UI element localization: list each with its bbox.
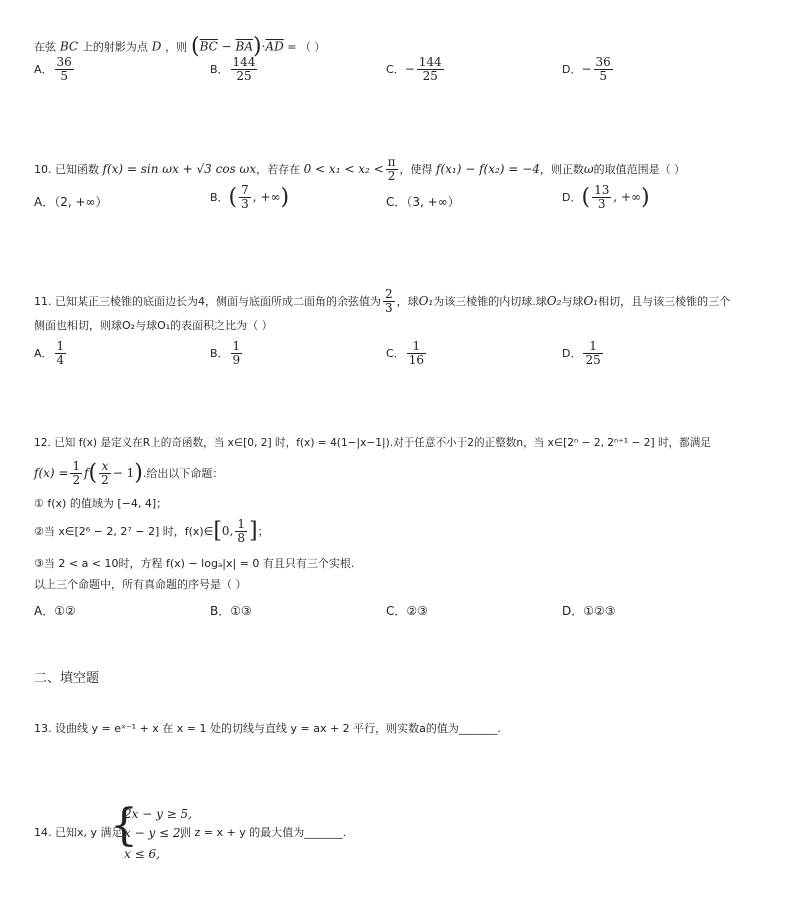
q9-stem [34,36,325,58]
q12-half-fraction [70,460,82,487]
fraction-denominator: 5 [60,69,68,84]
fraction-denominator: 8 [237,531,245,546]
q9-vec-bc: $\overline{BC}$ [199,39,218,54]
q10-text-d: ，则正数 [539,163,584,177]
fraction-numerator: 1 [583,340,602,354]
fraction-numerator: π [387,155,396,169]
option-label: A． [34,347,53,361]
option-sign: − [404,62,415,77]
option-label: C． [386,63,405,77]
fraction-numerator: 36 [56,55,72,69]
q11-o2: O₂ [546,294,562,309]
q11-text-c: 为该三棱锥的内切球.球 [433,295,547,309]
q12-x-half-fraction [99,460,111,487]
q10-cond2: f(x₁) − f(x₂) = −4 [436,162,540,177]
option-label: D． [562,191,582,205]
q12-fx: f(x) = [34,466,69,481]
q11-option-a[interactable] [34,340,68,367]
option-fraction [55,340,67,367]
option-fraction [55,56,74,83]
fraction-numerator: 1 [407,340,426,354]
q12-prop1: ① f(x) 的值域为 [−4, 4]； [34,497,168,510]
q12-option-b[interactable]: B．①③ [210,604,252,618]
q9-text-b: 上的射影为点 [81,40,148,54]
fraction-numerator: 144 [232,55,256,69]
q9-option-c[interactable] [386,56,446,83]
paren-open: ( [88,460,98,486]
option-label: B． [210,63,229,77]
q14-constraint-1: 2x − y ≥ 5, [124,807,192,821]
paren-close: ) [134,460,143,486]
q13-stem: 13. 设曲线 y = eˣ⁻¹ + x 在 x = 1 处的切线与直线 y = ax + 2 平行，则实数a的值为_______. [34,722,501,735]
fraction-numerator: 7 [241,183,249,197]
option-fraction [592,184,611,211]
q12-prop2 [34,518,269,545]
bracket-open: [ [213,518,222,544]
q11-o1: O₁ [418,294,434,309]
paren-close: ) [280,185,290,211]
q12-minus-one: − 1 [112,466,135,481]
q10-option-a[interactable]: A．（2, +∞） [34,195,108,209]
q12-prop2-end: ； [257,525,269,539]
paren-close: ) [641,185,650,211]
q14-constraint-3: x ≤ 6, [124,847,160,861]
q12-text-give: .给出以下命题： [142,467,224,481]
fraction-denominator: 2 [72,473,81,488]
q10-omega: ω [583,162,594,177]
q14-lead: 14. 已知x, y 满足 [34,826,123,839]
q12-stem-line1: 12. 已知 f(x) 是定义在R上的奇函数，当 x∈[0, 2] 时，f(x) = 4(1−|x−1|).对于任意不小于2的正整数n，当 x∈[2ⁿ − 2, 2ⁿ⁺¹ − 2] 时，都满足 [34,437,711,449]
fraction-numerator: 144 [418,55,442,69]
option-label: D． [562,347,582,361]
q12-f: f [84,466,89,481]
q9-minus: − [217,39,236,54]
q12-prop2-zero: 0, [221,524,234,539]
fraction-numerator: 1 [232,339,241,353]
q14-tail: 则 z = x + y 的最大值为_______. [180,826,347,839]
q11-text-b: ，球 [396,295,419,309]
fraction-denominator: 3 [385,301,393,316]
q12-prop2-text: ②当 x∈[2⁶ − 2, 2⁷ − 2] 时，f(x)∈ [34,525,214,539]
option-fraction [231,56,258,83]
q9-text-a: 在弦 [34,40,56,54]
q10-option-c[interactable]: C．（3, +∞） [386,195,460,209]
q10-option-b[interactable] [210,184,289,211]
q12-prop3: ③当 2 < a < 10时，方程 f(x) − logₐ|x| = 0 有且只有三个实根. [34,557,355,570]
fraction-numerator: 1 [72,459,81,473]
q9-option-d[interactable] [562,56,615,83]
option-label: A． [34,63,53,77]
fraction-denominator: 5 [599,69,607,84]
paren-open: ( [581,185,591,211]
fraction-denominator: 4 [56,353,65,368]
q11-text-d: 与球 [561,295,584,309]
fraction-numerator: 1 [56,339,65,353]
q9-vec-ba: $\overline{BA}$ [235,39,253,54]
q11-option-c[interactable] [386,340,428,367]
option-fraction [407,340,426,367]
q10-option-d[interactable] [562,184,650,211]
option-label: D． [562,63,582,77]
q9-bc: BC [59,39,79,54]
fraction-numerator: 36 [595,55,611,69]
fraction-denominator: 2 [387,169,396,184]
fraction-denominator: 16 [408,353,424,368]
q10-cond: 0 < x₁ < x₂ < [303,162,384,177]
fraction-numerator: x [99,460,111,474]
q10-text-b: ，若存在 [256,163,304,177]
q9-paren-close: ) [253,34,262,59]
bracket-close: ] [249,518,258,544]
q11-cos-fraction [383,288,395,315]
q11-option-b[interactable] [210,340,244,367]
fraction-numerator: 1 [237,517,245,531]
q10-text-e: 的取值范围是（ ） [593,163,686,177]
option-fraction [594,56,613,83]
option-tail: , +∞ [252,190,281,205]
option-fraction [417,56,444,83]
q12-prop2-fraction [235,518,247,545]
option-label: B． [210,347,229,361]
option-label: C． [386,347,405,361]
q11-option-d[interactable] [562,340,605,367]
q9-paren-open: ( [191,34,200,59]
q12-question: 以上三个命题中，所有真命题的序号是（ ） [34,578,247,591]
q11-text-a: 11. 已知某正三棱锥的底面边长为4，侧面与底面所成二面角的余弦值为 [34,295,381,309]
option-fraction [583,340,602,367]
q9-d: D [151,39,162,54]
section-title: 二、填空题 [34,671,100,686]
q12-option-a[interactable]: A．①② [34,604,76,618]
option-tail: , +∞ [613,190,642,205]
fraction-denominator: 9 [232,353,241,368]
paren-open: ( [228,185,238,211]
q10-stem [34,156,685,183]
fraction-denominator: 3 [597,197,606,212]
fraction-denominator: 25 [422,69,438,84]
q11-text-e: 相切，且与该三棱锥的三个 [598,295,731,309]
fraction-denominator: 2 [101,473,109,488]
q9-vec-ad: $\overline{AD}$ [265,39,284,54]
q11-stem-line1 [34,288,730,315]
q12-stem-line2 [34,460,223,487]
q11-stem-line2: 侧面也相切，则球O₂与球O₁的表面积之比为（ ） [34,319,273,332]
option-label: B． [210,191,229,205]
q12-option-d[interactable]: D．①②③ [562,604,616,618]
option-fraction [231,340,243,367]
q9-option-b[interactable] [210,56,259,83]
q10-pi-fraction [386,156,398,183]
q10-func: f(x) = sin ωx + √3 cos ωx [102,162,257,177]
q14-constraint-2: x − y ≤ 2, [124,826,185,840]
q11-o1-b: O₁ [583,294,599,309]
q10-text-c: ，使得 [399,163,437,177]
q9-dot: · [261,39,266,54]
fraction-denominator: 3 [241,197,249,212]
option-sign: − [581,62,592,77]
q9-eq: = （ ） [283,40,326,54]
q9-text-c: ，则 [165,40,188,54]
q14-brace: { [110,800,138,851]
fraction-numerator: 13 [594,183,610,197]
fraction-denominator: 25 [236,69,252,84]
fraction-numerator: 2 [385,287,393,301]
q9-option-a[interactable] [34,56,76,83]
q12-option-c[interactable]: C．②③ [386,604,428,618]
option-fraction [239,184,251,211]
fraction-denominator: 25 [585,353,601,368]
q10-text-a: 10. 已知函数 [34,163,103,177]
